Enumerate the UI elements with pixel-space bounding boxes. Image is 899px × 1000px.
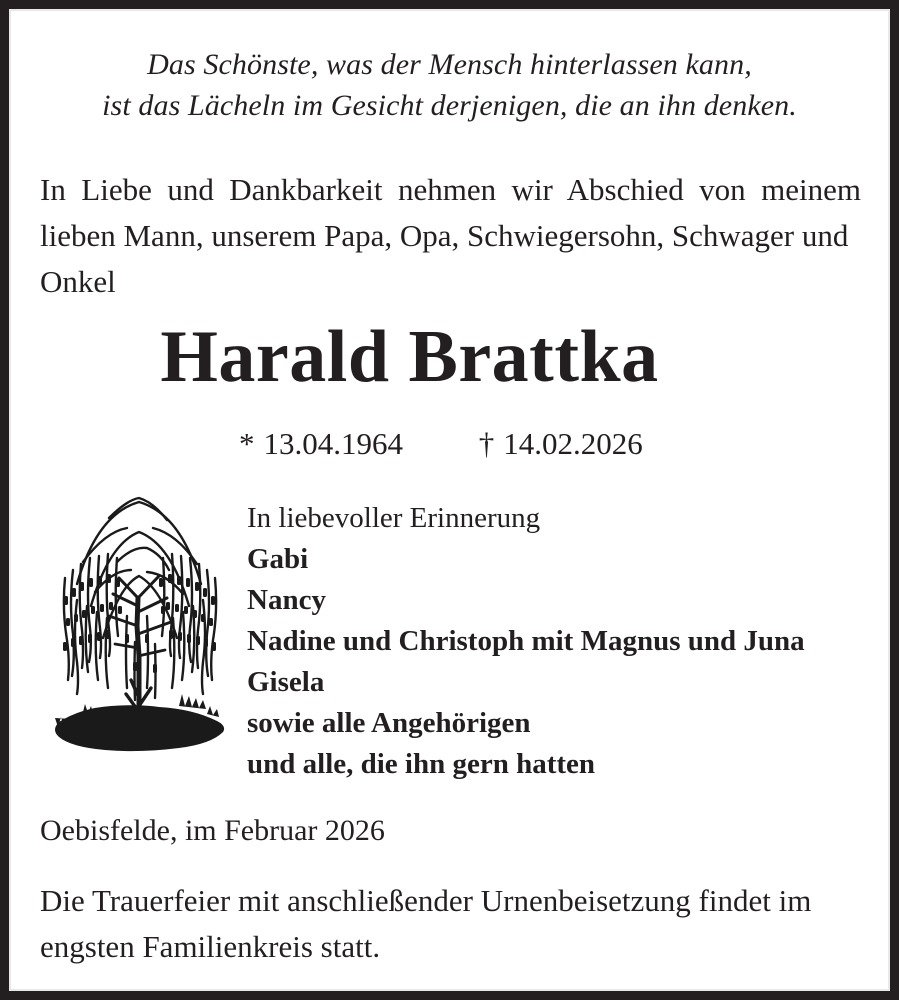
survivor-name: Gabi <box>247 543 309 575</box>
survivor-name: Nadine und Christoph mit Magnus und Juna <box>247 625 805 657</box>
survivor-name: sowie alle Angehörigen <box>247 707 531 739</box>
place-and-date: Oebisfelde, im Februar 2026 <box>40 814 385 847</box>
survivors-block <box>247 498 887 785</box>
deceased-name: Harald Brattka <box>160 316 659 398</box>
epigraph <box>39 44 860 126</box>
closing-last-line: engsten Familienkreis statt. <box>40 929 381 964</box>
survivors-heading: In liebevoller Erinnerung <box>247 502 541 534</box>
closing-paragraph <box>40 878 865 970</box>
survivor-name: und alle, die ihn gern hatten <box>247 748 596 780</box>
intro-last-line: Onkel <box>40 264 116 299</box>
death-date: 14.02.2026 <box>503 426 643 461</box>
notice-canvas <box>11 11 888 989</box>
death-cross-icon: † <box>478 426 495 461</box>
birth-star-icon: * <box>239 426 255 461</box>
notice-inner-frame <box>9 9 890 991</box>
survivor-name: Gisela <box>247 666 325 698</box>
birth-date-group <box>239 424 403 464</box>
death-date-group <box>479 424 643 464</box>
epigraph-line-2: ist das Lächeln im Gesicht derjenigen, die an ihn denken. <box>102 89 797 122</box>
epigraph-line-1: Das Schönste, was der Mensch hinterlassen kann, <box>147 48 752 81</box>
intro-text: In Liebe und Dankbarkeit nehmen wir Abschied von meinem lieben Mann, unserem Papa, Opa, Schwiegersohn, Schwager und <box>40 172 861 253</box>
life-dates <box>239 424 643 464</box>
birth-date: 13.04.1964 <box>263 426 403 461</box>
weeping-willow-tree-icon <box>47 466 232 758</box>
survivor-name: Nancy <box>247 584 326 616</box>
closing-text: Die Trauerfeier mit anschließender Urnenbeisetzung findet im <box>40 883 812 918</box>
intro-paragraph <box>40 167 861 305</box>
